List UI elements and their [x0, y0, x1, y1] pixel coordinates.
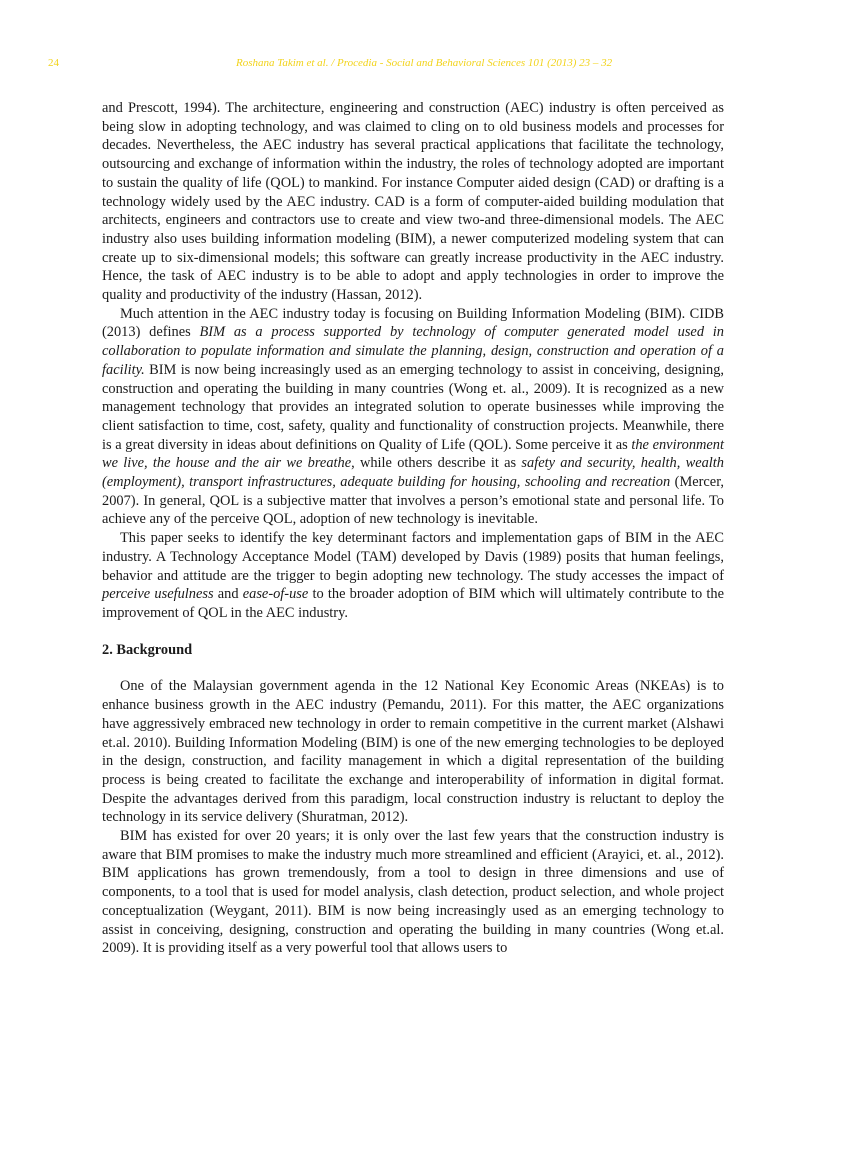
- italic-quote-bim-definition: BIM as a process supported by technology of computer generated model used in collaboration to populate information and simulate the planning, design, construction and operation of a facility.: [102, 324, 724, 378]
- paragraph-bim-history: BIM has existed for over 20 years; it is only over the last few years that the construction industry is aware that BIM promises to make the industry much more streamlined and efficient (Arayici, et. al., 2012). BIM applications has grown tremendously, from a tool to design in three dimensions and use of components, to a tool that is used for model analysis, clash detection, product selection, and whole project conceptualization (Weygant, 2011). BIM is now being increasingly used as an emerging technology to assist in conceiving, designing, construction and operating the building in many countries (Wong et.al. 2009). It is providing itself as a very powerful tool that allows users to: [102, 828, 724, 957]
- section-heading-background: 2. Background: [102, 641, 193, 658]
- paragraph-bim-definition: [102, 305, 724, 529]
- italic-term-ease-of-use: ease-of-use: [242, 586, 309, 603]
- running-header: [0, 57, 846, 75]
- italic-quote-qol-factors: safety and security, health, wealth (employment), transport infrastructures, adequate building for housing, schooling and recreation: [102, 455, 724, 491]
- article-body: [102, 99, 724, 958]
- text-run: to the broader adoption of BIM which will ultimately contribute to the improvement of QOL in the AEC industry.: [102, 586, 724, 621]
- text-run: (Mercer, 2007). In general, QOL is a subjective matter that involves a person’s emotional state and personal life. To achieve any of the perceive QOL, adoption of new technology is inevitable.: [102, 474, 725, 528]
- paragraph-nkea-agenda: One of the Malaysian government agenda in the 12 National Key Economic Areas (NKEAs) is to enhance business growth in the AEC industry (Pemandu, 2011). For this matter, the AEC organizations have aggressively embraced new technology in order to remain competitive in the current market (Alshawi et.al. 2010). Building Information Modeling (BIM) is one of the new emerging technologies to be deployed in the design, construction, and facility management in which a digital representation of the building process is being created to facilitate the exchange and interoperability of information in digital format. Despite the advantages derived from this paradigm, local construction industry is reluctant to deploy the technology in its service delivery (Shuratman, 2012).: [102, 678, 724, 826]
- page-number: 24: [48, 57, 59, 69]
- italic-term-perceive-usefulness: perceive usefulness: [102, 586, 214, 603]
- text-run: BIM is now being increasingly used as an emerging technology to assist in conceiving, designing, construction and operating the building in many countries (Wong et. al., 2009). It is recognized as a new management technology that provides an integrated solution to operate businesses while improving the client satisfaction to time, cost, safety, quality and functionality of construction projects. Meanwhile, there is a great diversity in ideas about definitions on Quality of Life (QOL). Some perceive it as: [102, 361, 724, 453]
- text-run: , while others describe it as: [351, 455, 522, 472]
- text-run: This paper seeks to identify the key determinant factors and implementation gaps of BIM in the AEC industry. A Technology Acceptance Model (TAM) developed by Davis (1989) posits that human feelings, behavior and attitude are the trigger to begin adopting new technology. The study accesses the impact of: [102, 530, 724, 584]
- text-run: Much attention in the AEC industry today is focusing on Building Information Modeling (BIM). CIDB (2013) defines: [102, 305, 724, 341]
- paragraph-continuation: and Prescott, 1994). The architecture, engineering and construction (AEC) industry is often perceived as being slow in adopting technology, and was claimed to cling on to old business models and processes for decades. Nevertheless, the AEC industry has several practical applications that facilitate the technology, outsourcing and exchange of information within the industry, the roles of technology adopted are important to sustain the quality of life (QOL) to mankind. For instance Computer aided design (CAD) or drafting is a technology widely used by the AEC industry. CAD is a form of computer-aided building modulation that architects, engineers and contractors use to create and view two-and three-dimensional models. The AEC industry also uses building information modeling (BIM), a newer computerized modeling system that can create up to six-dimensional models; this software can greatly increase productivity in the AEC industry. Hence, the task of AEC industry is to be able to adopt and apply technologies in order to improve the quality and productivity of the industry (Hassan, 2012).: [102, 100, 724, 304]
- italic-quote-qol-environment: the environment we live, the house and the air we breathe: [102, 436, 724, 472]
- text-run: and: [213, 586, 243, 603]
- journal-reference: Roshana Takim et al. / Procedia - Social and Behavioral Sciences 101 (2013) 23 – 32: [236, 57, 613, 69]
- paragraph-paper-aim: [102, 529, 724, 623]
